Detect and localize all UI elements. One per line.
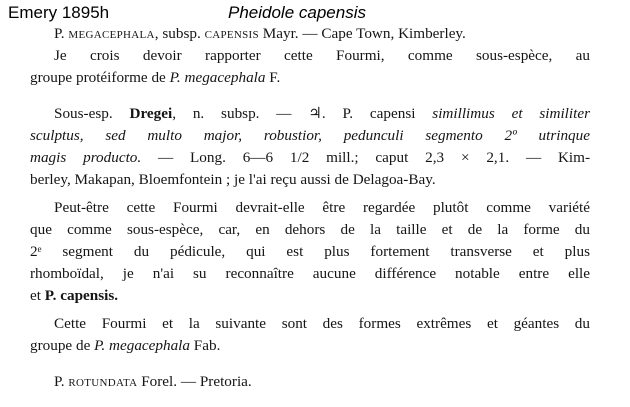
paragraph-extremes [30,313,590,357]
genus-abbrev: P. [54,25,65,42]
subsp-text: , subsp. [154,25,201,42]
page-body [30,23,590,393]
text-line [30,103,590,125]
species-reference-bold: P. capensis. [44,287,119,304]
species-reference: P. megacephala [169,69,266,86]
text-line [30,67,590,89]
text-line [30,147,590,169]
text-line: Cette Fourmi et la suivante sont des formes extrêmes et géantes du [54,315,590,332]
paragraph-rotundata [30,371,590,393]
header-citation: Emery 1895h [8,3,110,22]
species-name: rotundata [68,373,138,390]
latin-description-line: sculptus, sed multo major, robustior, pedunculi segmento 2º utrinque [30,127,590,144]
text-line [30,285,590,307]
text-fragment: Sous-esp. [54,105,113,122]
locality-text: Mayr. — Cape Town, Kimberley. [262,25,466,42]
header-taxon: Pheidole capensis [228,3,366,22]
text-fragment: groupe de [30,337,91,354]
text-line: 2ᵉ segment du pédicule, qui est plus fortement transverse et plus [30,243,590,260]
subspecies-name-dregei: Dregei [129,105,173,122]
latin-description: simillimus et similiter [432,105,590,122]
text-fragment: et [30,287,41,304]
locality-text: Forel. — Pretoria. [141,373,252,390]
paragraph-dregei [30,103,590,191]
paragraph-capensis [30,23,590,45]
text-line: que comme sous-espèce, car, en dehors de la taille et de la forme du [30,221,590,238]
paragraph-discussion [30,197,590,307]
species-name: megacephala [68,25,155,42]
genus-abbrev: P. [54,373,65,390]
text-line: Je crois devoir rapporter cette Fourmi, comme sous-espèce, au [54,47,590,64]
species-reference: P. megacephala [94,337,190,354]
paragraph-comment [30,45,590,89]
author-abbrev: Fab. [193,337,221,354]
text-fragment: , n. subsp. — ♃. P. capensi [172,105,416,122]
text-fragment: groupe protéiforme de [30,69,166,86]
measurements-text: — Long. 6—6 1/2 mill.; caput 2,3 × 2,1. — Kim- [158,149,591,166]
text-line [30,335,590,357]
text-line: rhomboïdal, je n'ai su reconnaître aucune différence notable entre elle [30,265,590,282]
latin-description: magis producto. [30,149,142,166]
text-line: Peut-être cette Fourmi devrait-elle être regardée plutôt comme variété [54,199,590,216]
subspecies-name: capensis [204,25,259,42]
author-abbrev: F. [269,69,281,86]
localities-line: berley, Makapan, Bloemfontein ; je l'ai reçu aussi de Delagoa-Bay. [30,171,436,188]
